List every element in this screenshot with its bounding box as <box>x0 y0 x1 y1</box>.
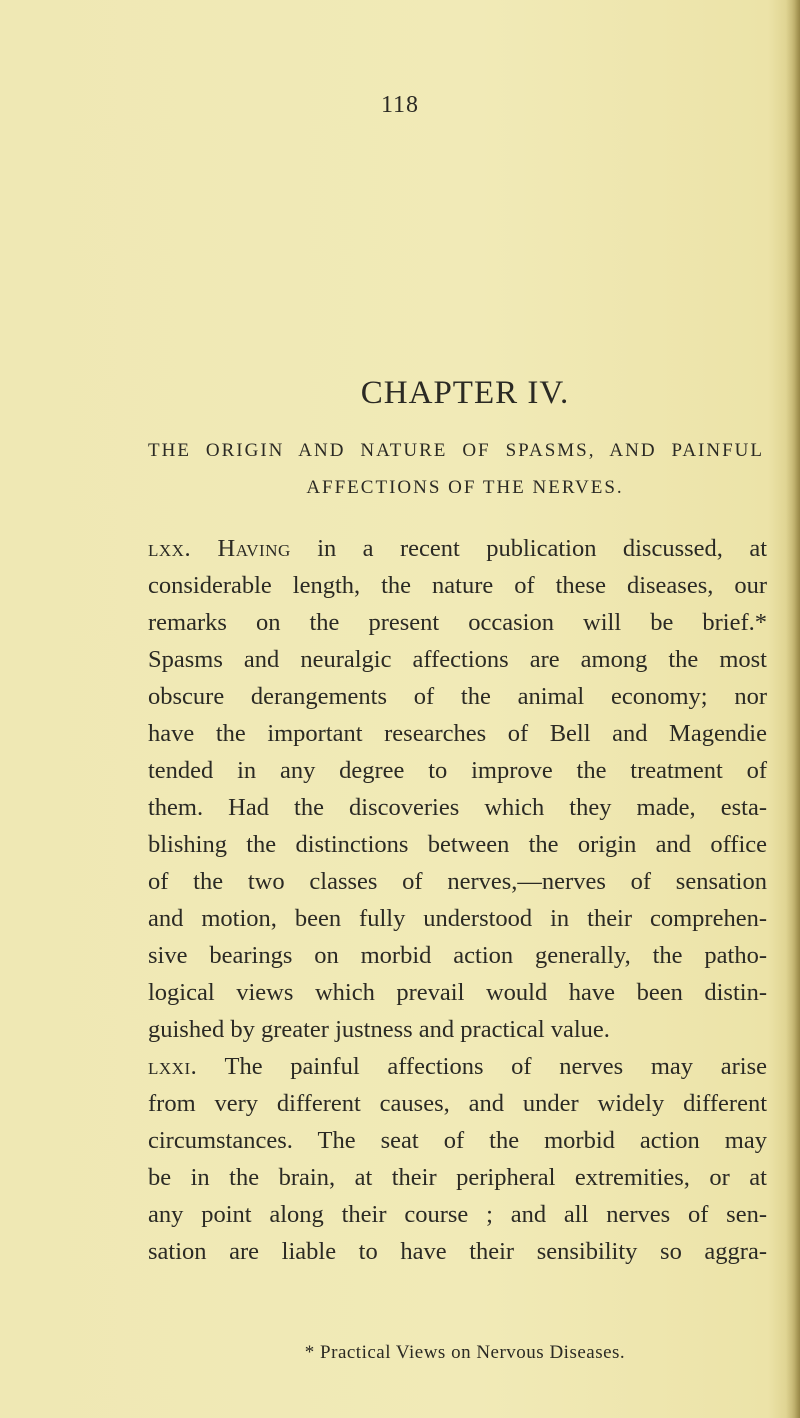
body-line: from very different causes, and under widely different <box>148 1090 767 1117</box>
paragraph-number: lxxi. <box>148 1053 198 1080</box>
body-line: tended in any degree to improve the treatment of <box>148 757 767 784</box>
body-line: lxx. Having in a recent publication discussed, at <box>148 535 767 562</box>
footnote: * Practical Views on Nervous Diseases. <box>304 1342 626 1363</box>
paragraph-lead-word: Having <box>217 535 291 562</box>
body-line: circumstances. The seat of the morbid action may <box>148 1127 767 1154</box>
body-line: blishing the distinctions between the origin and office <box>148 831 767 858</box>
page-edge-shadow <box>786 0 800 1418</box>
page-number: 118 <box>380 92 420 118</box>
body-line: of the two classes of nerves,—nerves of sensation <box>148 868 767 895</box>
body-line: remarks on the present occasion will be brief.* <box>148 609 767 636</box>
chapter-subtitle-line-2: AFFECTIONS OF THE NERVES. <box>306 477 624 498</box>
chapter-subtitle-line-1: THE ORIGIN AND NATURE OF SPASMS, AND PAINFUL <box>148 440 764 461</box>
body-line: obscure derangements of the animal economy; nor <box>148 683 767 710</box>
body-line: logical views which prevail would have been distin- <box>148 979 767 1006</box>
chapter-title: CHAPTER IV. <box>360 375 570 411</box>
body-line: them. Had the discoveries which they made, esta- <box>148 794 767 821</box>
body-line: any point along their course ; and all nerves of sen- <box>148 1201 767 1228</box>
body-line: sive bearings on morbid action generally, the patho- <box>148 942 767 969</box>
body-line: and motion, been fully understood in their comprehen- <box>148 905 767 932</box>
body-line: be in the brain, at their peripheral extremities, or at <box>148 1164 767 1191</box>
body-line: guished by greater justness and practical value. <box>148 1016 610 1043</box>
paragraph-number: lxx. <box>148 535 192 562</box>
body-line: Spasms and neuralgic affections are among the most <box>148 646 767 673</box>
body-line: sation are liable to have their sensibility so aggra- <box>148 1238 767 1265</box>
body-line: considerable length, the nature of these diseases, our <box>148 572 767 599</box>
body-line: have the important researches of Bell and Magendie <box>148 720 767 747</box>
body-line: lxxi. The painful affections of nerves may arise <box>148 1053 767 1080</box>
